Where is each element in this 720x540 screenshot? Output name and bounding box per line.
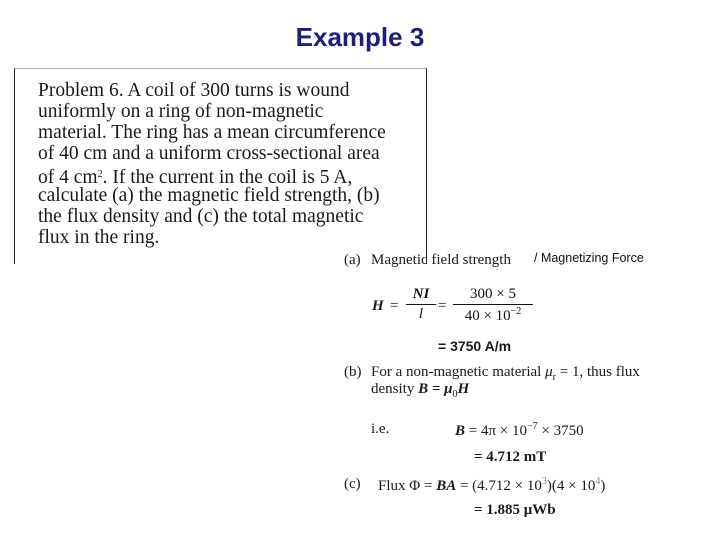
problem-line-2: uniformly on a ring of non-magnetic: [38, 101, 324, 122]
problem-line-5-rest: . If the current in the coil is 5 A,: [102, 167, 353, 188]
fraction-1-numerator: NI: [412, 286, 430, 302]
problem-line-5-sup: 2: [97, 169, 103, 180]
part-b-text-pre: For a non-magnetic material: [371, 364, 546, 380]
problem-line-7: the flux density and (c) the total magnetic: [38, 206, 364, 227]
mu-r-symbol: μ: [545, 364, 553, 380]
fraction-2-denominator: [453, 306, 533, 325]
problem-line-6: calculate (a) the magnetic field strength, (b): [38, 185, 380, 206]
b-equation-var: B: [455, 423, 466, 439]
flux-equation-ba: BA: [436, 478, 457, 494]
problem-line-8: flux in the ring.: [38, 227, 160, 248]
magnetizing-force-annotation: / Magnetizing Force: [534, 251, 644, 265]
part-b-text-line-2: [371, 381, 469, 400]
problem-line-5-start: of 4 cm: [38, 167, 98, 188]
flux-equation: [378, 476, 605, 495]
b-equation-mid: = 4π × 10: [465, 423, 528, 439]
problem-line-1: Problem 6. A coil of 300 turns is wound: [38, 80, 350, 101]
b-result: = 4.712 mT: [474, 449, 547, 465]
flux-equation-exp-2: 4: [595, 476, 601, 487]
flux-equation-exp-1: 3: [541, 476, 547, 487]
ie-label: i.e.: [371, 421, 390, 437]
part-b-label: (b): [344, 364, 362, 380]
density-word: density: [371, 381, 419, 397]
flux-equation-mid: = (4.712 × 10: [456, 478, 542, 494]
fraction-1-bar: [406, 304, 436, 305]
h-symbol: H: [457, 381, 470, 397]
b-equals-mu0: B = μ: [418, 381, 453, 397]
fraction-2-denominator-exp: −2: [510, 306, 522, 317]
problem-line-3: material. The ring has a mean circumference: [38, 122, 386, 143]
mu-r-subscript: r: [552, 372, 556, 383]
flux-result: = 1.885 μWb: [474, 502, 556, 518]
fraction-2-numerator: 300 × 5: [470, 286, 516, 302]
equals-2: =: [438, 298, 447, 314]
part-a-label: (a): [344, 252, 361, 268]
part-b-text-post: = 1, thus flux: [555, 364, 640, 380]
h-variable: H: [372, 298, 384, 314]
b-equation: [455, 421, 584, 440]
b-equation-post: × 3750: [537, 423, 584, 439]
h-result: = 3750 A/m: [438, 338, 512, 354]
fraction-numeric: [453, 286, 533, 325]
mu0-subscript: 0: [452, 389, 458, 400]
flux-equation-end: ): [600, 478, 606, 494]
equals-1: =: [390, 298, 399, 314]
fraction-2-bar: [453, 304, 533, 305]
flux-equation-mid-2: )(4 × 10: [546, 478, 596, 494]
part-c-label: (c): [344, 476, 361, 492]
fraction-ni-over-l: [406, 286, 436, 323]
fraction-2-denominator-base: 40 × 10: [464, 308, 511, 324]
flux-equation-pre: Flux Φ =: [378, 478, 437, 494]
slide-title: Example 3: [295, 22, 425, 52]
fraction-1-denominator: l: [418, 306, 424, 322]
b-equation-exp: −7: [527, 421, 538, 432]
part-a-text: Magnetic field strength: [371, 252, 511, 268]
problem-line-4: of 40 cm and a uniform cross-sectional area: [38, 143, 380, 164]
